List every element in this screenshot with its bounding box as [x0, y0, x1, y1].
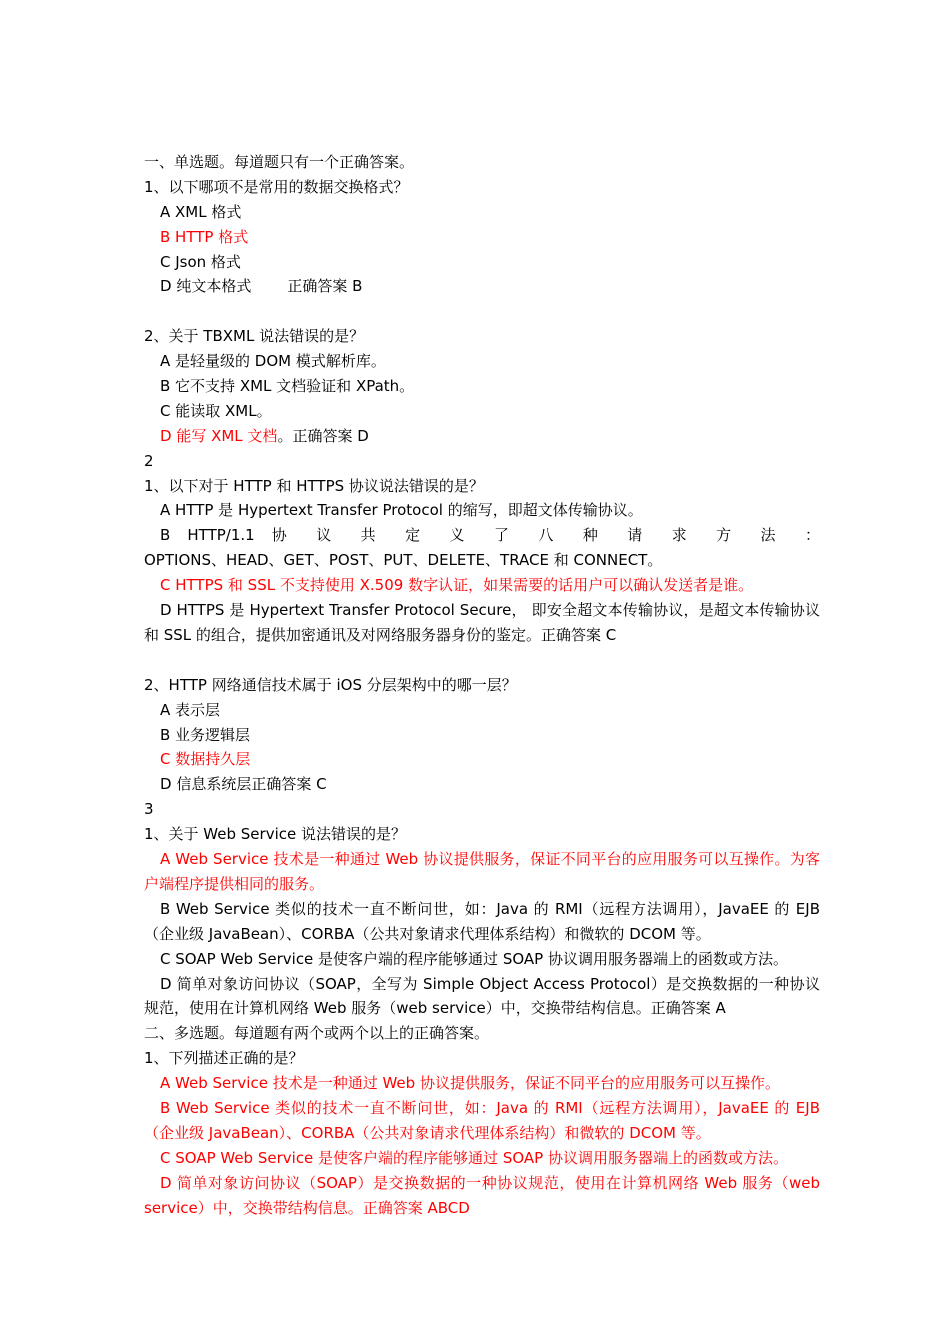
g2-q2-question: 2、HTTP 网络通信技术属于 iOS 分层架构中的哪一层？	[144, 675, 517, 694]
g1-q2-answer: 。正确答案 D	[277, 426, 369, 445]
g2-q1-option-d: D HTTPS 是 Hypertext Transfer Protocol Secure， 即安全超文本传输协议，是超文本传输协议和 SSL 的组合，提供加密通讯及对网络服务器身份的鉴定。正确答案 C	[144, 601, 820, 644]
g1-q2-option-d-row	[144, 424, 820, 449]
s2-q1-option-d: D 简单对象访问协议（SOAP）是交换数据的一种协议规范，使用在计算机网络 Web 服务（web service）中，交换带结构信息。正确答案 ABCD	[144, 1173, 820, 1217]
section1-heading: 一、单选题。每道题只有一个正确答案。	[144, 153, 415, 171]
g2-q1-option-b-line2: OPTIONS、HEAD、GET、POST、PUT、DELETE、TRACE 和 CONNECT。	[144, 551, 663, 570]
s2-q1-option-c: C SOAP Web Service 是使客户端的程序能够通过 SOAP 协议调用服务器端上的函数或方法。	[160, 1148, 788, 1167]
g2-q1-question: 1、以下对于 HTTP 和 HTTPS 协议说法错误的是？	[144, 476, 484, 495]
blank-line	[144, 648, 820, 673]
g1-q1-option-d: D 纯文本格式	[160, 277, 252, 296]
g1-q1-option-a: A XML 格式	[160, 202, 242, 221]
g2-q1-option-b-line1: B HTTP/1.1 协 议 共 定 义 了 八 种 请 求 方 法 ：	[160, 526, 820, 545]
g2-q2-option-c: C 数据持久层	[160, 750, 251, 769]
group2-number: 2	[144, 451, 154, 470]
s2-q1-option-b: B Web Service 类似的技术一直不断问世，如：Java 的 RMI（远程方法调用），JavaEE 的 EJB（企业级 JavaBean）、CORBA（公共对象请求代理体系结构）和微软的 DCOM 等。	[144, 1099, 820, 1142]
g1-q1-question: 1、以下哪项不是常用的数据交换格式？	[144, 177, 409, 196]
section2-heading: 二、多选题。每道题有两个或两个以上的正确答案。	[144, 1024, 490, 1043]
g2-q2-option-a: A 表示层	[160, 700, 221, 719]
g3-q1-question: 1、关于 Web Service 说法错误的是？	[144, 825, 406, 844]
g3-q1-option-d: D 简单对象访问协议（SOAP，全写为 Simple Object Access Protocol）是交换数据的一种协议规范，使用在计算机网络 Web 服务（web service）中，交换带结构信息。正确答案 A	[144, 974, 820, 1018]
g2-q1-option-c: C HTTPS 和 SSL 不支持使用 X.509 数字认证，如果需要的话用户可以确认发送者是谁。	[160, 576, 754, 595]
g2-q2-option-b: B 业务逻辑层	[160, 725, 251, 744]
g1-q2-option-c: C 能读取 XML。	[160, 401, 272, 420]
g1-q1-option-b: B HTTP 格式	[160, 227, 249, 246]
s2-q1-option-a: A Web Service 技术是一种通过 Web 协议提供服务，保证不同平台的应用服务可以互操作。	[160, 1074, 780, 1093]
g2-q2-option-d: D 信息系统层正确答案 C	[160, 775, 327, 794]
g1-q1-option-d-row	[144, 274, 820, 299]
g1-q2-option-a: A 是轻量级的 DOM 模式解析库。	[160, 352, 386, 371]
g1-q2-option-d: D 能写 XML 文档	[160, 426, 278, 445]
g1-q1-option-c: C Json 格式	[160, 252, 241, 271]
g3-q1-option-b: B Web Service 类似的技术一直不断问世，如：Java 的 RMI（远程方法调用），JavaEE 的 EJB（企业级 JavaBean）、CORBA（公共对象请求代理体系结构）和微软的 DCOM 等。	[144, 899, 820, 943]
blank-line	[144, 299, 820, 324]
g1-q2-question: 2、关于 TBXML 说法错误的是？	[144, 327, 365, 346]
g3-q1-option-c: C SOAP Web Service 是使客户端的程序能够通过 SOAP 协议调用服务器端上的函数或方法。	[160, 949, 788, 968]
group3-number: 3	[144, 800, 154, 819]
g1-q1-answer: 正确答案 B	[287, 277, 363, 296]
document-page	[144, 150, 820, 1221]
g3-q1-option-a: A Web Service 技术是一种通过 Web 协议提供服务，保证不同平台的应用服务可以互操作。为客户端程序提供相同的服务。	[144, 849, 820, 893]
g2-q1-option-a: A HTTP 是 Hypertext Transfer Protocol 的缩写，即超文体传输协议。	[160, 501, 643, 520]
s2-q1-question: 1、下列描述正确的是？	[144, 1049, 304, 1068]
g1-q2-option-b: B 它不支持 XML 文档验证和 XPath。	[160, 377, 415, 396]
